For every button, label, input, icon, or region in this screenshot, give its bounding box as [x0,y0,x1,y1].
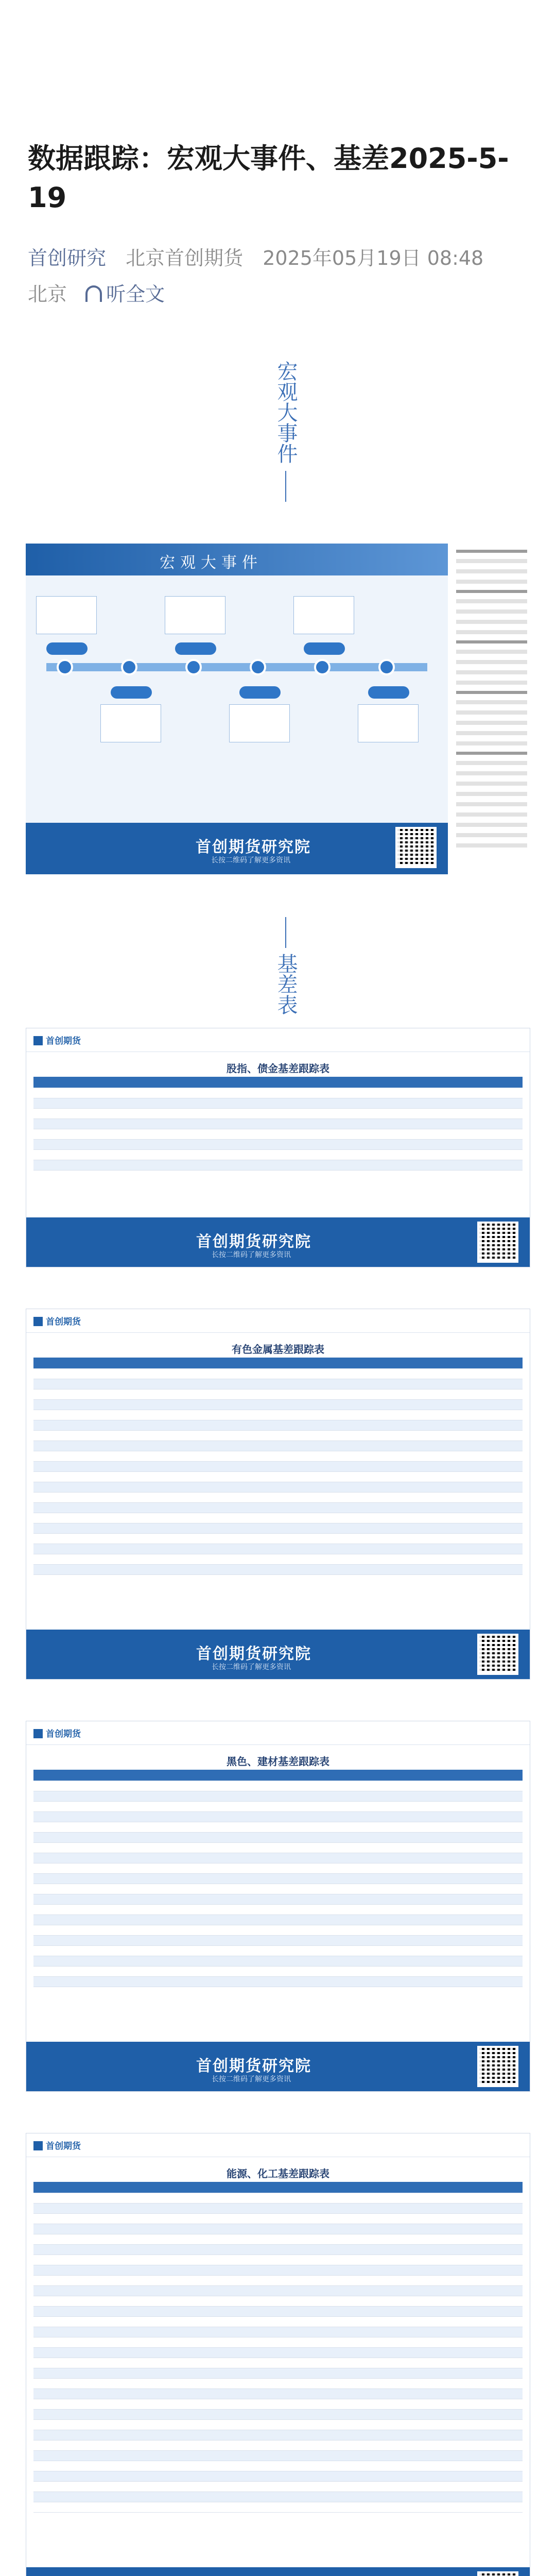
article-title: 数据跟踪：宏观大事件、基差2025-5-19 [28,142,509,214]
data-table [33,1770,523,1987]
qr-code[interactable] [477,1222,518,1263]
timeline-dot [378,659,395,675]
basis-table-card [26,1309,530,1680]
event-date [239,686,281,699]
caption-basis [268,917,304,1015]
org-slogan: 长按二维码了解更多资讯 [212,1251,291,1259]
logo-mark-icon [33,1317,43,1326]
timeline-dot [250,659,266,675]
org-footer [26,2042,530,2091]
macro-timeline-body [26,575,448,823]
org-footer [26,823,448,874]
org-name: 首创期货研究院 [196,838,311,856]
qr-code[interactable] [477,1634,518,1675]
caption-macro-text: 宏观大事件 [274,361,298,464]
timeline-dot [185,659,202,675]
card-header [26,1721,530,1745]
event-date [304,642,345,655]
basis-table-card [26,1028,530,1267]
caption-basis-text: 基差表 [274,953,298,1015]
event-date [111,686,152,699]
basis-table-card [26,2133,530,2576]
logo: 首创期货 [33,1726,81,1739]
event-box [36,596,97,634]
card-header [26,1028,530,1052]
org-footer [26,1217,530,1267]
event-box [229,704,290,742]
card-header [26,1309,530,1333]
basis-table-card [26,1721,530,2092]
logo-mark-icon [33,2141,43,2150]
caption-macro [268,361,304,507]
account-name[interactable]: 首创研究 [28,247,107,269]
org-footer [26,1630,530,1679]
data-table [33,1358,523,1575]
data-table [33,1077,523,1171]
event-box [358,704,419,742]
logo-mark-icon [33,1729,43,1738]
event-date [368,686,409,699]
org-slogan: 长按二维码了解更多资讯 [212,1663,291,1671]
timeline-dot [121,659,137,675]
caption-divider [285,917,286,948]
article-meta-2 [28,278,165,307]
event-date [175,642,216,655]
location: 北京 [28,283,67,306]
table-title: 黑色、建材基差跟踪表 [227,1755,329,1768]
source-name: 北京首创期货 [126,247,244,269]
macro-header: 宏观大事件 [160,554,263,572]
logo: 首创期货 [33,1033,81,1046]
macro-footer [26,823,448,874]
org-name: 首创期货研究院 [196,1233,311,1251]
event-box [165,596,225,634]
table-title: 能源、化工基差跟踪表 [227,2167,329,2180]
org-footer [26,2567,530,2576]
listen-button[interactable] [85,283,165,306]
qr-code[interactable] [477,2046,518,2087]
card-header [26,2133,530,2157]
logo: 首创期货 [33,1314,81,1327]
macro-side-notes [453,544,530,863]
qr-code[interactable] [395,827,437,868]
org-slogan: 长按二维码了解更多资讯 [211,856,290,865]
event-box [100,704,161,742]
event-box [293,596,354,634]
headphones-icon [85,285,102,302]
table-title: 有色金属基差跟踪表 [232,1343,324,1355]
macro-banner [26,544,448,575]
qr-code[interactable] [477,2571,518,2576]
timeline-line [46,663,427,671]
listen-label: 听全文 [106,283,165,306]
timeline-dot [314,659,331,675]
timeline-dot [57,659,73,675]
article-meta [28,242,483,270]
data-table [33,2182,523,2513]
logo: 首创期货 [33,2139,81,2151]
logo-mark-icon [33,1036,43,1045]
org-slogan: 长按二维码了解更多资讯 [212,2075,291,2083]
table-title: 股指、债金基差跟踪表 [227,1062,329,1075]
caption-divider [285,471,286,502]
publish-date: 2025年05月19日 08:48 [263,247,484,269]
org-name: 首创期货研究院 [196,1645,311,1663]
org-name: 首创期货研究院 [196,2057,311,2075]
event-date [46,642,88,655]
